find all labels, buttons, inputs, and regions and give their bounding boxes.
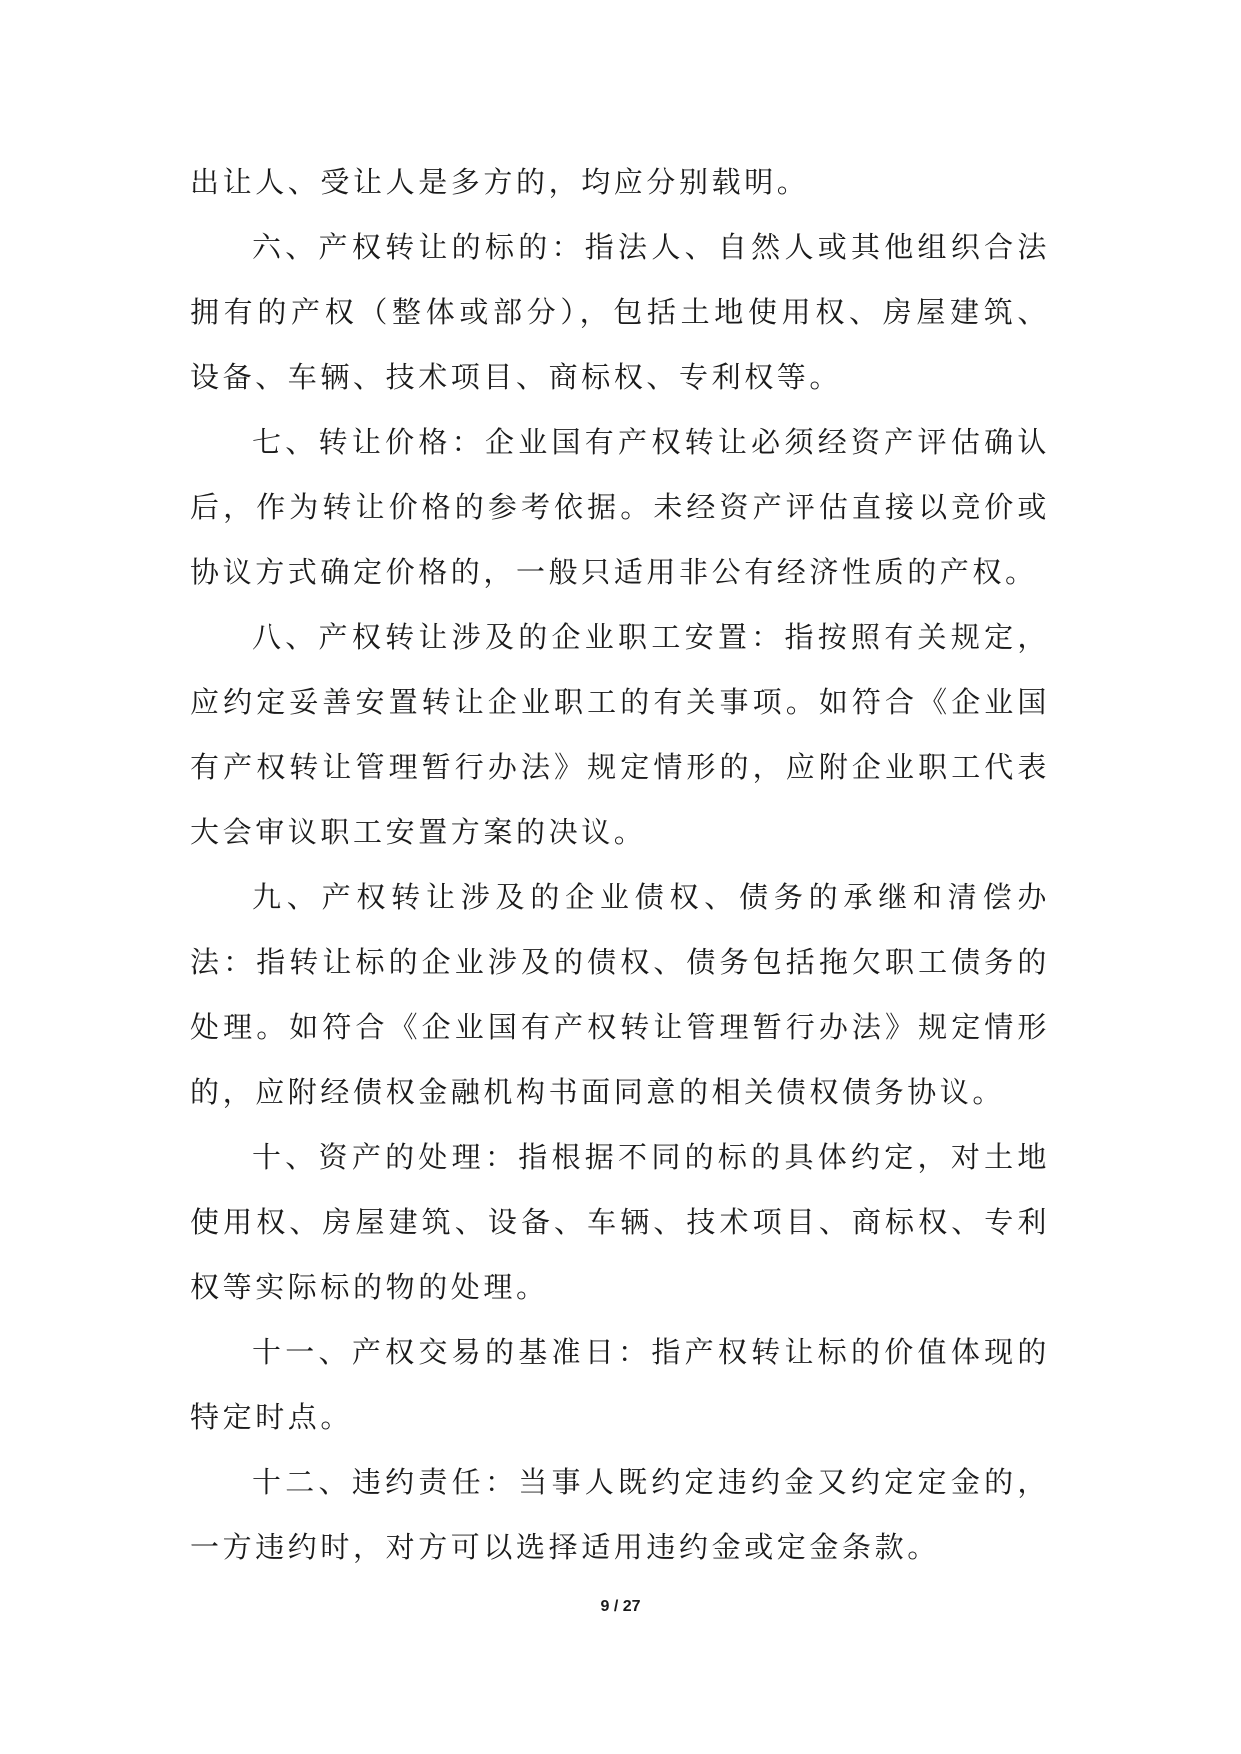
paragraph-clause-9: 九、产权转让涉及的企业债权、债务的承继和清偿办法：指转让标的企业涉及的债权、债务包括拖欠职工债务的处理。如符合《企业国有产权转让管理暂行办法》规定情形的，应附经债权金融机构书面同意的相关债权债务协议。 (190, 880, 1050, 1109)
paragraph-clause-12: 十二、违约责任：当事人既约定违约金又约定定金的，一方违约时，对方可以选择适用违约金或定金条款。 (190, 1465, 1050, 1564)
paragraph-clause-6: 六、产权转让的标的：指法人、自然人或其他组织合法拥有的产权（整体或部分），包括土地使用权、房屋建筑、设备、车辆、技术项目、商标权、专利权等。 (190, 230, 1050, 394)
paragraph-clause-8: 八、产权转让涉及的企业职工安置：指按照有关规定，应约定妥善安置转让企业职工的有关事项。如符合《企业国有产权转让管理暂行办法》规定情形的，应附企业职工代表大会审议职工安置方案的决议。 (190, 620, 1050, 849)
paragraph-continuation: 出让人、受让人是多方的，均应分别载明。 (190, 165, 810, 199)
document-body (190, 150, 1050, 1580)
page-number: 9 / 27 (600, 1598, 641, 1615)
paragraph-clause-10: 十、资产的处理：指根据不同的标的具体约定，对土地使用权、房屋建筑、设备、车辆、技术项目、商标权、专利权等实际标的物的处理。 (190, 1140, 1050, 1304)
paragraph-clause-11: 十一、产权交易的基准日：指产权转让标的价值体现的特定时点。 (190, 1335, 1050, 1434)
paragraph-clause-7: 七、转让价格：企业国有产权转让必须经资产评估确认后，作为转让价格的参考依据。未经资产评估直接以竞价或协议方式确定价格的，一般只适用非公有经济性质的产权。 (190, 425, 1050, 589)
